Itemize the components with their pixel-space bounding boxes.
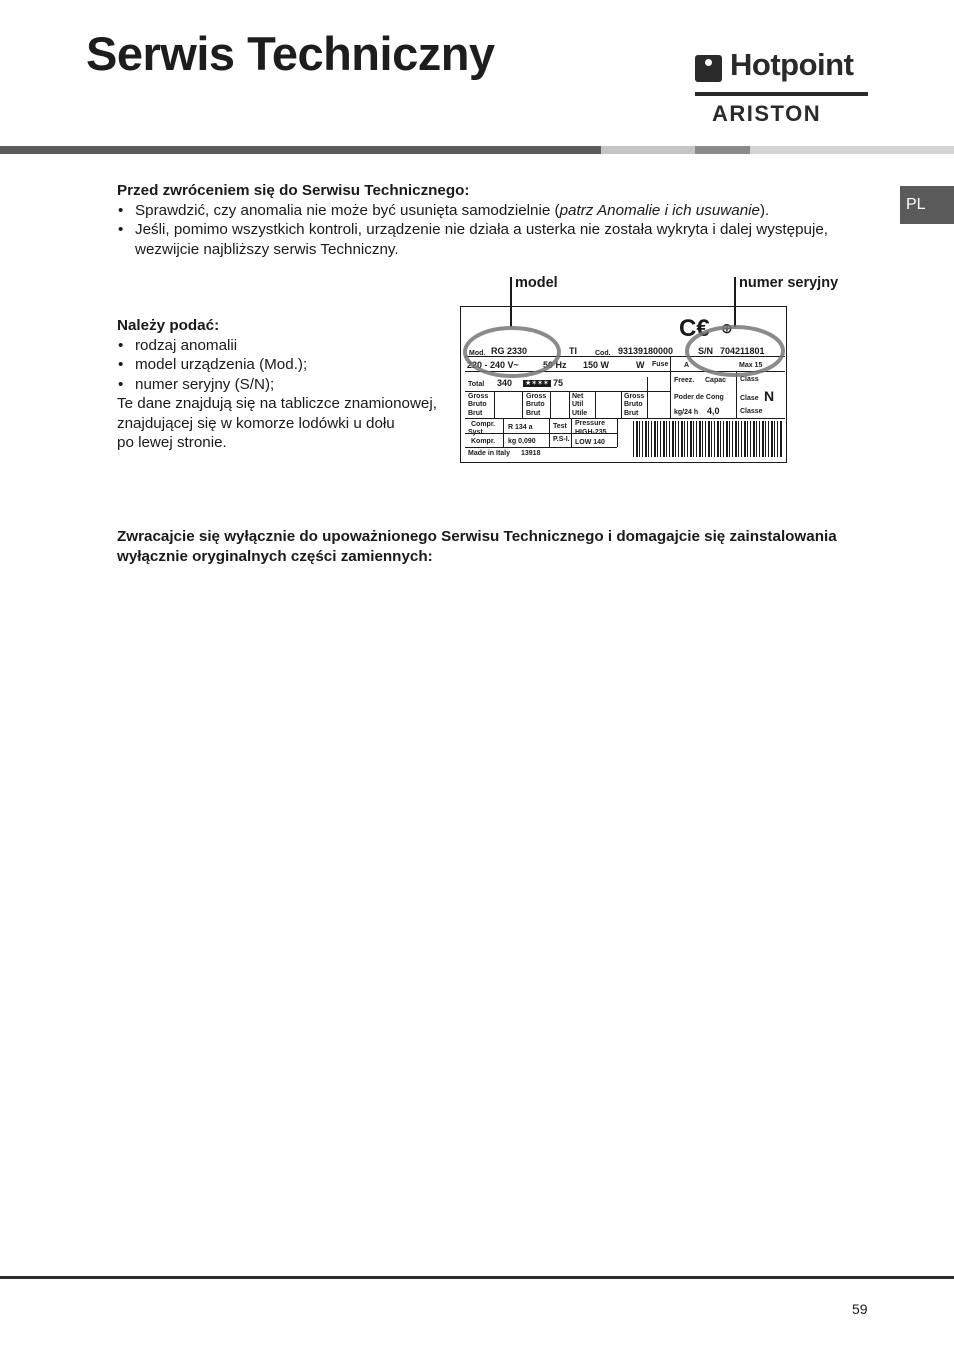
rating-plate [460,306,787,463]
plate-freez: Freez. [674,377,695,384]
plate-bruto: Bruto [624,401,643,408]
plate-bruto: Bruto [526,401,545,408]
plate-high: HIGH-235 [575,429,607,436]
plate-kg24-value: 4,0 [707,406,720,416]
plate-brut: Brut [526,410,541,417]
list-item [117,201,857,221]
model-highlight-ellipse [465,328,559,376]
plate-clase: Clase [740,395,759,402]
plate-test: Test [553,423,567,430]
plate-model-value: RG 2330 [491,346,528,356]
plate-sn-label: S/N [698,346,714,356]
plate-brut: Brut [624,410,639,417]
plate-gross: Gross [526,393,547,400]
header-rule-mid [695,146,750,154]
approval-symbol-icon: ⊕ [721,320,733,336]
plate-refrigerant: R 134 a [508,424,533,431]
plate-kompr: Kompr. [471,438,496,445]
intro-section [117,181,857,259]
plate-brut: Brut [468,410,483,417]
plate-w: W [636,360,645,370]
plate-gross: Gross [468,393,489,400]
plate-psi: P.S-I. [553,436,570,443]
plate-syst: Syst. [468,429,485,436]
provide-list [117,336,457,395]
intro-bullet1-text: Sprawdzić, czy anomalia nie może być usunięta samodzielnie ( [135,201,560,219]
logo-brand-text: Hotpoint [730,47,854,82]
language-tab: PL [900,186,954,224]
plate-total-label: Total [468,381,485,388]
model-callout-label: model [515,275,558,291]
provide-note-line: znajdującej się w komorze lodówki u dołu [117,414,395,432]
page-number: 59 [852,1301,868,1317]
plate-kg: kg 0,090 [508,438,536,445]
serial-callout-label: numer seryjny [739,275,839,291]
provide-note-line: po lewej stronie. [117,434,227,451]
plate-classe: Classe [740,408,763,415]
plate-util: Util [572,401,584,408]
closing-note [117,527,877,567]
intro-list [117,201,857,260]
intro-bullet1-end: ). [759,201,770,219]
plate-utile: Utile [572,410,588,417]
plate-made-in: Made in Italy [468,450,511,457]
provide-section [117,316,457,453]
page-title: Serwis Techniczny [86,27,495,80]
plate-max: Max 15 [739,362,763,369]
provide-heading: Należy podać: [117,317,220,334]
plate-made-code: 13918 [521,450,541,457]
plate-hz: 50 Hz [543,360,567,370]
intro-bullet1-reference: patrz Anomalie i ich usuwanie [559,201,760,219]
plate-net: Net [572,393,584,400]
plate-serial-value: 704211801 [720,346,765,356]
brand-logo [694,47,870,128]
closing-note-line: wyłącznie oryginalnych części zamiennych: [117,548,433,565]
plate-voltage: 220 - 240 V~ [467,360,519,370]
header-rule-dark [0,146,601,154]
plate-gross: Gross [624,393,645,400]
plate-class-value: N [764,388,775,404]
plate-fuse: Fuse [652,361,669,368]
plate-power: 150 W [583,360,610,370]
plate-mod-label: Mod. [469,350,486,357]
list-item: • Jeśli, pomimo wszystkich kontroli, urządzenie nie działa a usterka nie została wykryta i dalej występuje, wezwijcie najbliższy serwis Techniczny. [117,220,857,259]
plate-bruto: Bruto [468,401,487,408]
logo-mark-icon [695,55,722,82]
plate-kg24: kg/24 h [674,409,699,416]
logo-sub-text: ARISTON [712,101,822,126]
plate-cod-label: Cod. [595,350,611,357]
footer-rule [0,1276,954,1279]
plate-poder: Poder de Cong [674,394,724,401]
plate-total-value: 340 [497,378,513,388]
logo-divider [695,92,868,96]
freezer-star-icon: ★✶✶✶ [525,380,549,387]
intro-heading: Przed zwróceniem się do Serwisu Technicznego: [117,182,470,199]
plate-cod-value: 93139180000 [618,346,674,356]
provide-note-line: Te dane znajdują się na tabliczce znamionowej, [117,395,437,412]
plate-75: 75 [553,378,564,388]
plate-class: Class [740,376,759,383]
plate-ti: TI [569,346,577,356]
plate-compr: Compr. [471,421,496,428]
closing-note-line: Zwracajcie się wyłącznie do upoważnionego Serwisu Technicznego i domagajcie się zainstalowania [117,528,837,545]
list-item: • numer seryjny (S/N); [117,375,457,395]
list-item: • model urządzenia (Mod.); [117,355,457,375]
serial-highlight-ellipse [687,327,783,375]
header-rule-light [601,146,695,154]
list-item: • rodzaj anomalii [117,336,457,356]
highlight-ellipses [461,307,788,464]
header-rule-light-right [750,146,954,154]
ce-mark-icon: C€ [679,315,710,342]
plate-a: A [684,362,690,369]
plate-low: LOW 140 [575,439,605,446]
plate-pressure: Pressure [575,420,605,427]
plate-capac: Capac [705,377,727,384]
